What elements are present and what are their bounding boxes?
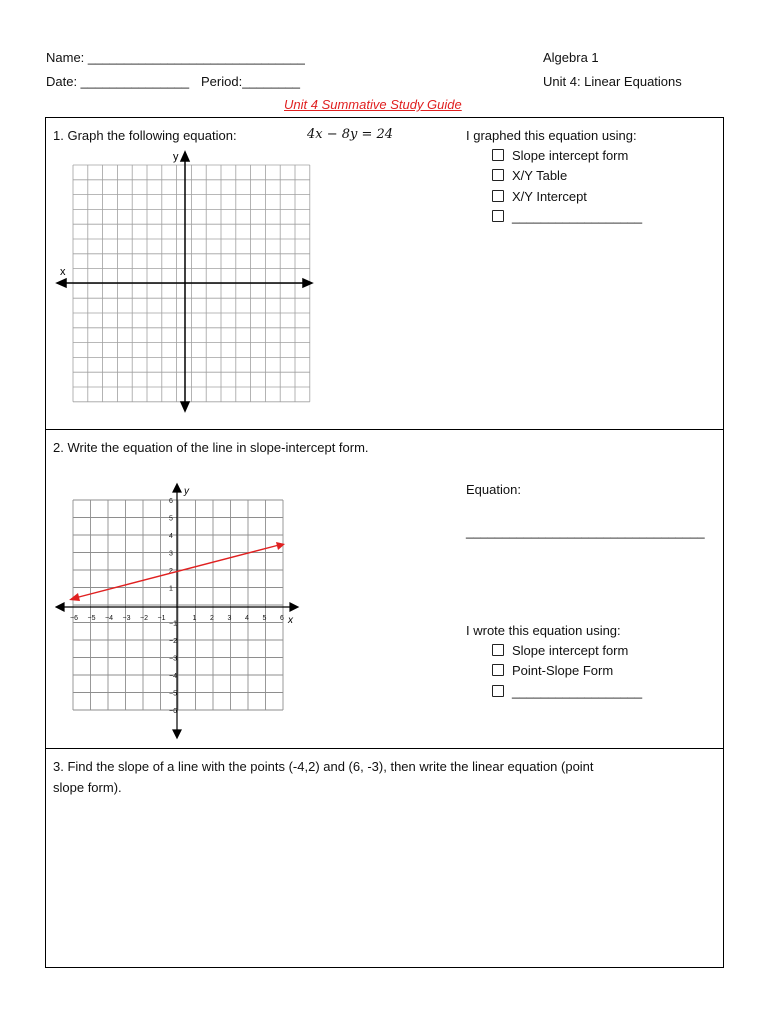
question-2-line-graph <box>55 482 305 740</box>
q2-option-other[interactable]: __________________ <box>492 683 642 700</box>
y-tick-label: −6 <box>169 708 177 715</box>
y-tick-label: −2 <box>169 638 177 645</box>
x-tick-label: 5 <box>262 615 267 622</box>
checkbox[interactable] <box>492 644 504 656</box>
y-tick-label: −5 <box>169 690 177 698</box>
x-tick-label: −4 <box>105 615 113 622</box>
question-3-prompt-line-2: slope form). <box>53 780 122 795</box>
q2-option-point-slope[interactable]: Point-Slope Form <box>492 662 613 679</box>
date-field-label: Date: _______________ <box>46 74 190 89</box>
name-field-label: Name: ______________________________ <box>46 50 305 65</box>
period-field-label: Period:________ <box>201 74 301 89</box>
checkbox[interactable] <box>492 169 504 181</box>
y-axis-label: y <box>173 151 179 163</box>
q1-option-other[interactable]: __________________ <box>492 208 642 225</box>
course-name: Algebra 1 <box>543 50 599 65</box>
checkbox[interactable] <box>492 664 504 676</box>
x-tick-label: 2 <box>210 615 214 622</box>
question-1-equation: 4x − 8y = 24 <box>307 127 394 142</box>
y-tick-label: −1 <box>169 620 177 628</box>
x-tick-label: −2 <box>140 615 148 622</box>
question-1-prompt: 1. Graph the following equation: <box>53 128 237 143</box>
y-tick-label: 2 <box>169 568 173 575</box>
checkbox[interactable] <box>492 149 504 161</box>
y-axis-label: y <box>184 486 189 497</box>
x-tick-label: −1 <box>157 615 166 622</box>
axes <box>56 484 298 738</box>
x-tick-label: 1 <box>192 615 197 622</box>
unit-name: Unit 4: Linear Equations <box>543 74 682 89</box>
y-tick-label: 5 <box>169 515 173 523</box>
x-tick-label: 3 <box>227 615 232 622</box>
y-tick-label: 6 <box>169 498 173 505</box>
x-tick-label: −6 <box>70 615 78 622</box>
question-1-blank-grid[interactable] <box>55 148 320 413</box>
grid-lines <box>73 500 283 710</box>
x-axis-label: x <box>288 615 293 626</box>
x-tick-label: −3 <box>122 615 131 622</box>
checkbox[interactable] <box>492 685 504 697</box>
question-3-box <box>45 748 724 968</box>
x-tick-label: −5 <box>87 615 96 622</box>
y-tick-label: −4 <box>169 673 177 680</box>
x-axis-label: x <box>60 266 66 278</box>
q2-option-slope-intercept[interactable]: Slope intercept form <box>492 642 628 659</box>
question-2-equation-label: Equation: <box>466 482 521 497</box>
question-2-prompt: 2. Write the equation of the line in slope-intercept form. <box>53 440 369 455</box>
question-3-prompt-line-1: 3. Find the slope of a line with the points (-4,2) and (6, -3), then write the linear equation (point <box>53 759 594 774</box>
question-2-method-heading: I wrote this equation using: <box>466 623 621 638</box>
question-2-answer-line[interactable]: _________________________________ <box>466 524 705 539</box>
y-tick-label: 4 <box>169 533 173 540</box>
y-tick-label: −3 <box>169 655 177 663</box>
q1-option-xy-table[interactable]: X/Y Table <box>492 167 567 184</box>
checkbox[interactable] <box>492 210 504 222</box>
q1-option-slope-intercept[interactable]: Slope intercept form <box>492 147 628 164</box>
checkbox[interactable] <box>492 190 504 202</box>
y-tick-label: 1 <box>169 585 173 593</box>
y-tick-label: 3 <box>169 550 173 558</box>
question-1-method-heading: I graphed this equation using: <box>466 128 637 143</box>
x-tick-label: 4 <box>245 615 249 622</box>
x-tick-label: 6 <box>280 615 284 622</box>
q1-option-xy-intercept[interactable]: X/Y Intercept <box>492 188 587 205</box>
page-title: Unit 4 Summative Study Guide <box>284 97 462 112</box>
